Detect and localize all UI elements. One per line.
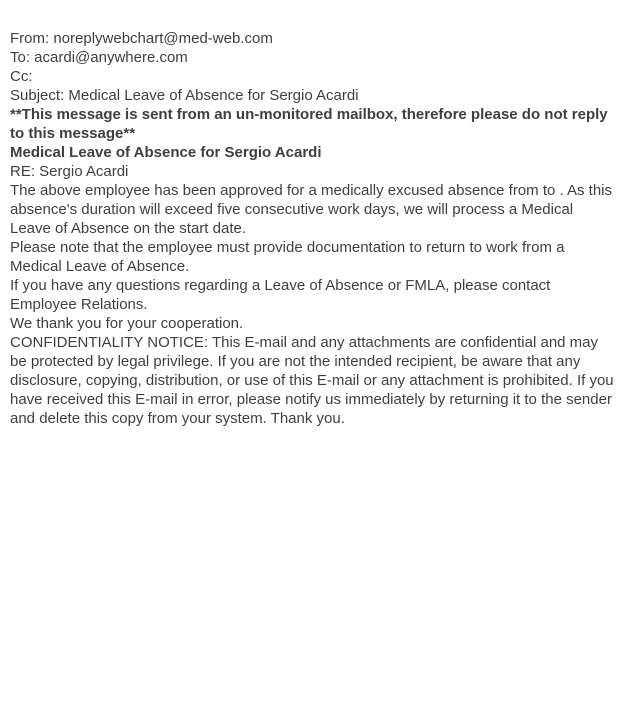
confidentiality-notice: CONFIDENTIALITY NOTICE: This E-mail and any attachments are confidential and may be protected by legal privilege. If you are not the intended recipient, be aware that any disclosure, copying, distribution, or use of this E-mail or any attachment is prohibited. If you have received this E-mail in error, please notify us immediately by returning it to the sender and delete this copy from your system. Thank you. xyxy=(10,334,614,427)
body-paragraph-questions: If you have any questions regarding a Leave of Absence or FMLA, please contact Employee Relations. xyxy=(10,277,551,313)
re-line: RE: Sergio Acardi xyxy=(10,163,129,180)
unmonitored-mailbox-notice: **This message is sent from an un-monitored mailbox, therefore please do not reply to this message** xyxy=(10,106,608,142)
header-line-subject: Subject: Medical Leave of Absence for Sergio Acardi xyxy=(10,87,359,104)
header-line-from: From: noreplywebchart@med-web.com xyxy=(10,30,273,47)
email-body xyxy=(10,29,616,428)
header-line-cc: Cc: xyxy=(10,68,33,85)
body-paragraph-documentation: Please note that the employee must provide documentation to return to work from a Medical Leave of Absence. xyxy=(10,239,565,275)
header-line-to: To: acardi@anywhere.com xyxy=(10,49,188,66)
email-headers xyxy=(10,29,616,105)
subject-heading: Medical Leave of Absence for Sergio Acardi xyxy=(10,144,322,161)
thanks-line: We thank you for your cooperation. xyxy=(10,315,244,332)
body-paragraph-approval: The above employee has been approved for a medically excused absence from to . As this absence's duration will exceed five consecutive work days, we will process a Medical Leave of Absence on the start date. xyxy=(10,182,613,237)
